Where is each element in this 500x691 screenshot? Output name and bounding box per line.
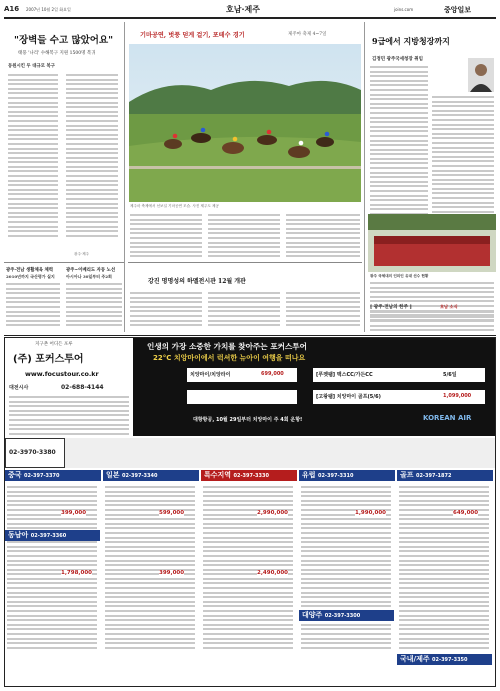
deal-3-price: 1,099,000: [443, 393, 472, 399]
region-phone: 02-397-3360: [30, 533, 67, 539]
section-label: 호남·제주: [226, 5, 260, 14]
mid-left-body: [6, 283, 60, 329]
region-name: 중국: [8, 471, 24, 479]
lead-body-heading: 동원시킨 두 대규모 복구: [8, 64, 56, 69]
notice-label: 호남 소식: [440, 304, 458, 309]
center-subtitle: 제주마 축제 4~7일: [288, 32, 327, 37]
center-body-col3: [286, 214, 360, 260]
forus-branches: [9, 396, 129, 437]
right-subtitle: 김정민 광주국세청장 취임: [372, 57, 423, 62]
region-phone: 02-397-3300: [324, 613, 361, 619]
deal-2: [313, 368, 485, 382]
region-name: 특수지역: [204, 471, 234, 479]
main-ad-sub: 22°C 치앙마이에서 럭셔한 뉴아이 여행을 떠나요: [153, 354, 306, 362]
masthead-rule: [4, 17, 496, 19]
notice-title: [ 광주·전남의 한주 ]: [370, 305, 412, 310]
mid-center-body: [66, 283, 122, 329]
deal-2-days: 5/6일: [443, 372, 457, 378]
price-tag: 2,990,000: [257, 510, 288, 516]
region-name: 대양주: [302, 611, 325, 619]
region-bottom-header-1: [299, 610, 394, 621]
mid-center-title: 광주~이베리도 자동 노선: [66, 268, 116, 273]
center-feature: [128, 22, 362, 262]
right-title: 9급에서 지방청장까지: [372, 36, 450, 46]
mid-left-article: [4, 265, 62, 333]
athletes-photo: [368, 214, 496, 272]
center-body-col2: [208, 214, 280, 260]
rule-mid-left: [4, 262, 124, 263]
deal-4: [187, 390, 297, 404]
lead-credit: 광주·제주: [74, 252, 90, 256]
region-name: 골프: [400, 471, 416, 479]
bottom-center-article: [128, 266, 362, 332]
col-divider-2: [364, 22, 365, 332]
main-ad-headline: 인생의 가장 소중한 가치를 찾아주는 포커스투어: [147, 342, 307, 351]
right-body-col1: [370, 66, 428, 218]
col-divider-1: [124, 22, 125, 332]
region-bottom-header-0: [5, 530, 100, 541]
ad-section: [4, 337, 496, 687]
forus-phone-label: 대전시사: [9, 385, 29, 391]
center-photo-caption: 제주마 축제에서 선보일 기마공연 모습. 사진 제주도 제공: [130, 204, 219, 208]
deal-2-name: [푸껫팸] 맥스CC/가든CC: [316, 372, 373, 378]
region-phone: 02-397-1872: [415, 473, 452, 479]
paper-logo: 중앙일보: [444, 6, 472, 14]
issue-date: 2007년 10월 2일 화요일: [26, 7, 71, 12]
mid-left-title: 광주·전남 생활체육 체력: [6, 268, 54, 273]
bottom-center-title: 강진 명명성의 하멜전시관 12월 개관: [148, 278, 246, 285]
deal-1-name: 치앙마이/치앙라이: [190, 372, 231, 378]
masthead: [4, 4, 496, 16]
price-tag: 649,000: [453, 510, 479, 516]
notice-body: [370, 311, 494, 334]
mid-center-article: [64, 265, 124, 333]
page-number: A16: [4, 5, 20, 13]
region-strip-decor: [65, 438, 495, 468]
notice-box: [368, 304, 496, 334]
region-phone: 02-397-3330: [233, 473, 269, 479]
lead-subtitle: 태풍 '나리' 수해복구 지원 1500명 복귀: [18, 51, 96, 56]
hotline-box: [5, 438, 65, 468]
hotline-phone: 02-3970-3380: [9, 449, 56, 456]
right-body-col2: [432, 96, 494, 215]
deal-1: [187, 368, 297, 382]
region-name: 동남아: [8, 531, 31, 539]
lead-article: [4, 22, 122, 260]
center-body-col1: [130, 214, 202, 260]
forus-phone: 02-688-4144: [61, 384, 104, 391]
mid-center-subtitle: 아시아나 30일부터 주2회: [66, 274, 112, 279]
price-tag: 1,798,000: [61, 570, 92, 576]
bottom-center-body-col2: [208, 292, 280, 329]
region-name: 국내/제주: [400, 655, 433, 663]
airline-note: 대항항공, 10월 29일부터 치앙마이 주 4회 운항!: [193, 417, 303, 423]
region-name: 유럽: [302, 471, 318, 479]
right-article: [368, 22, 496, 332]
bottom-center-body-col1: [130, 292, 202, 329]
right-photo-caption: 광주 국체대의 인피인 유대 선수 현황: [370, 274, 429, 278]
mid-left-subtitle: 2010년까지 국산평가 실지: [6, 274, 55, 279]
deal-3: [313, 390, 485, 404]
horse-race-photo: [129, 44, 361, 202]
ad-top-rule: [4, 335, 496, 336]
region-phone: 02-397-3350: [432, 657, 468, 663]
region-phone: 02-397-3310: [317, 473, 354, 479]
lead-body-col1: [8, 74, 58, 239]
region-name: 일본: [106, 471, 122, 479]
site-label: joins.com: [394, 7, 414, 12]
price-tag: 2,490,000: [257, 570, 288, 576]
price-tag: 1,990,000: [355, 510, 386, 516]
portrait-photo: [468, 58, 494, 92]
forus-url: www.focustour.co.kr: [25, 370, 99, 378]
forus-slogan: 지구촌 어디든 포루: [35, 342, 73, 347]
price-tag: 599,000: [159, 510, 185, 516]
lead-body-col2: [66, 74, 118, 239]
region-phone: 02-397-3370: [23, 473, 60, 479]
main-ad-banner: [133, 338, 495, 436]
airline-name: KOREAN AIR: [423, 414, 472, 422]
forus-box: [5, 338, 133, 436]
region-phone: 02-397-3340: [121, 473, 158, 479]
deal-1-price: 699,000: [261, 371, 284, 377]
deal-3-name: [고왕팸] 치앙마이 골프(5/6): [316, 394, 381, 400]
rule-bottom-center: [128, 262, 362, 263]
price-tag: 399,000: [61, 510, 87, 516]
forus-name: (주) 포커스투어: [13, 354, 84, 365]
bottom-center-body-col3: [286, 292, 360, 329]
center-title: 기마공연, 벗풍 덛게 걸기, 포테수 경기: [140, 32, 245, 39]
region-bottom-header-2: [397, 654, 492, 665]
lead-title: "장벽들 수고 많았어요": [14, 35, 114, 46]
price-tag: 399,000: [159, 570, 185, 576]
region-columns: [5, 470, 495, 686]
